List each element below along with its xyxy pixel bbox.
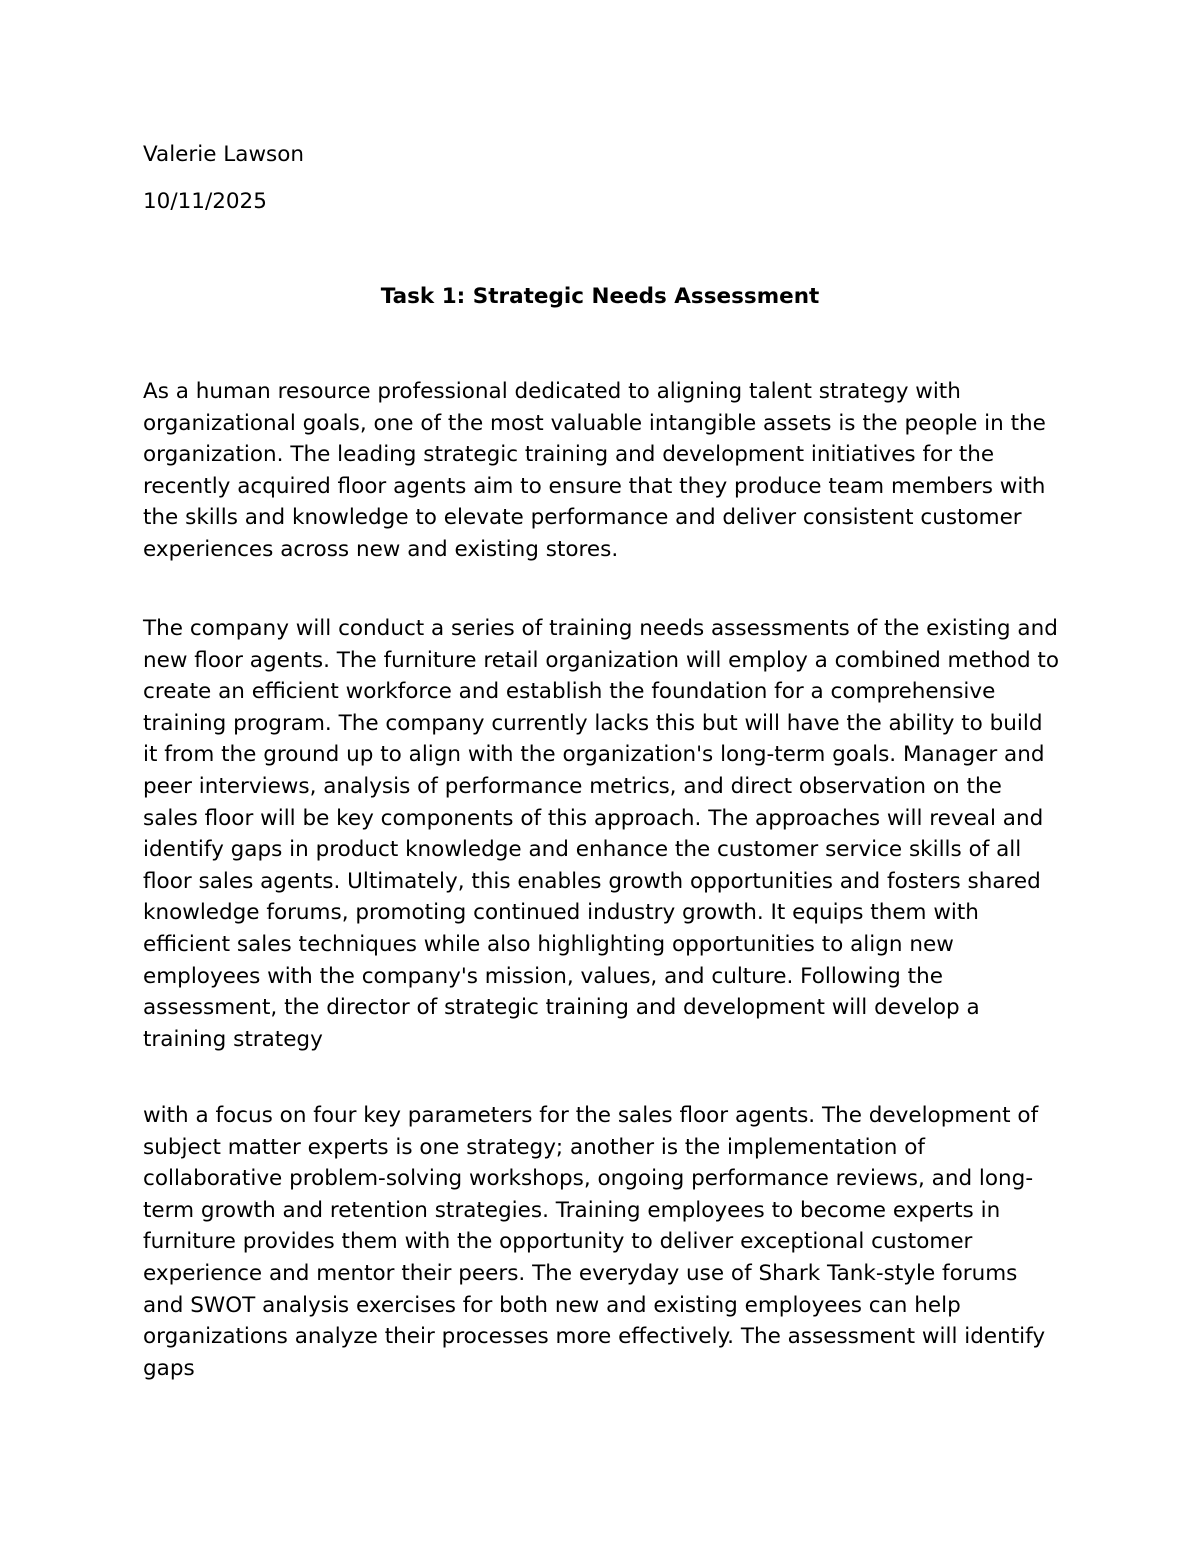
author-name: Valerie Lawson — [143, 142, 305, 167]
paragraph-1: As a human resource professional dedicated to aligning talent strategy with organizational goals, one of the most valuable intangible assets is the people in the organization. The leading strategic training and development initiatives for the recently acquired floor agents aim to ensure that they produce team members with the skills and knowledge to elevate performance and deliver consistent customer experiences across new and existing stores. — [143, 379, 1046, 562]
page-title: Task 1: Strategic Needs Assessment — [380, 284, 820, 309]
paragraph-3: with a focus on four key parameters for the sales floor agents. The development of subject matter experts is one strategy; another is the implementation of collaborative problem-solving workshops, ongoing performance reviews, and long-term growth and retention strategies. Training employees to become experts in furniture provides them with the opportunity to deliver exceptional customer experience and mentor their peers. The everyday use of Shark Tank-style forums and SWOT analysis exercises for both new and existing employees can help organizations analyze their processes more effectively. The assessment will identify gaps — [143, 1103, 1046, 1381]
document-date: 10/11/2025 — [143, 189, 267, 214]
paragraph-2: The company will conduct a series of training needs assessments of the existing and new floor agents. The furniture retail organization will employ a combined method to create an efficient workforce and establish the foundation for a comprehensive training program. The company currently lacks this but will have the ability to build it from the ground up to align with the organization's long-term goals. Manager and peer interviews, analysis of performance metrics, and direct observation on the sales floor will be key components of this approach. The approaches will reveal and identify gaps in product knowledge and enhance the customer service skills of all floor sales agents. Ultimately, this enables growth opportunities and fosters shared knowledge forums, promoting continued industry growth. It equips them with efficient sales techniques while also highlighting opportunities to align new employees with the company's mission, values, and culture. Following the assessment, the director of strategic training and development will develop a training strategy — [143, 616, 1060, 1052]
